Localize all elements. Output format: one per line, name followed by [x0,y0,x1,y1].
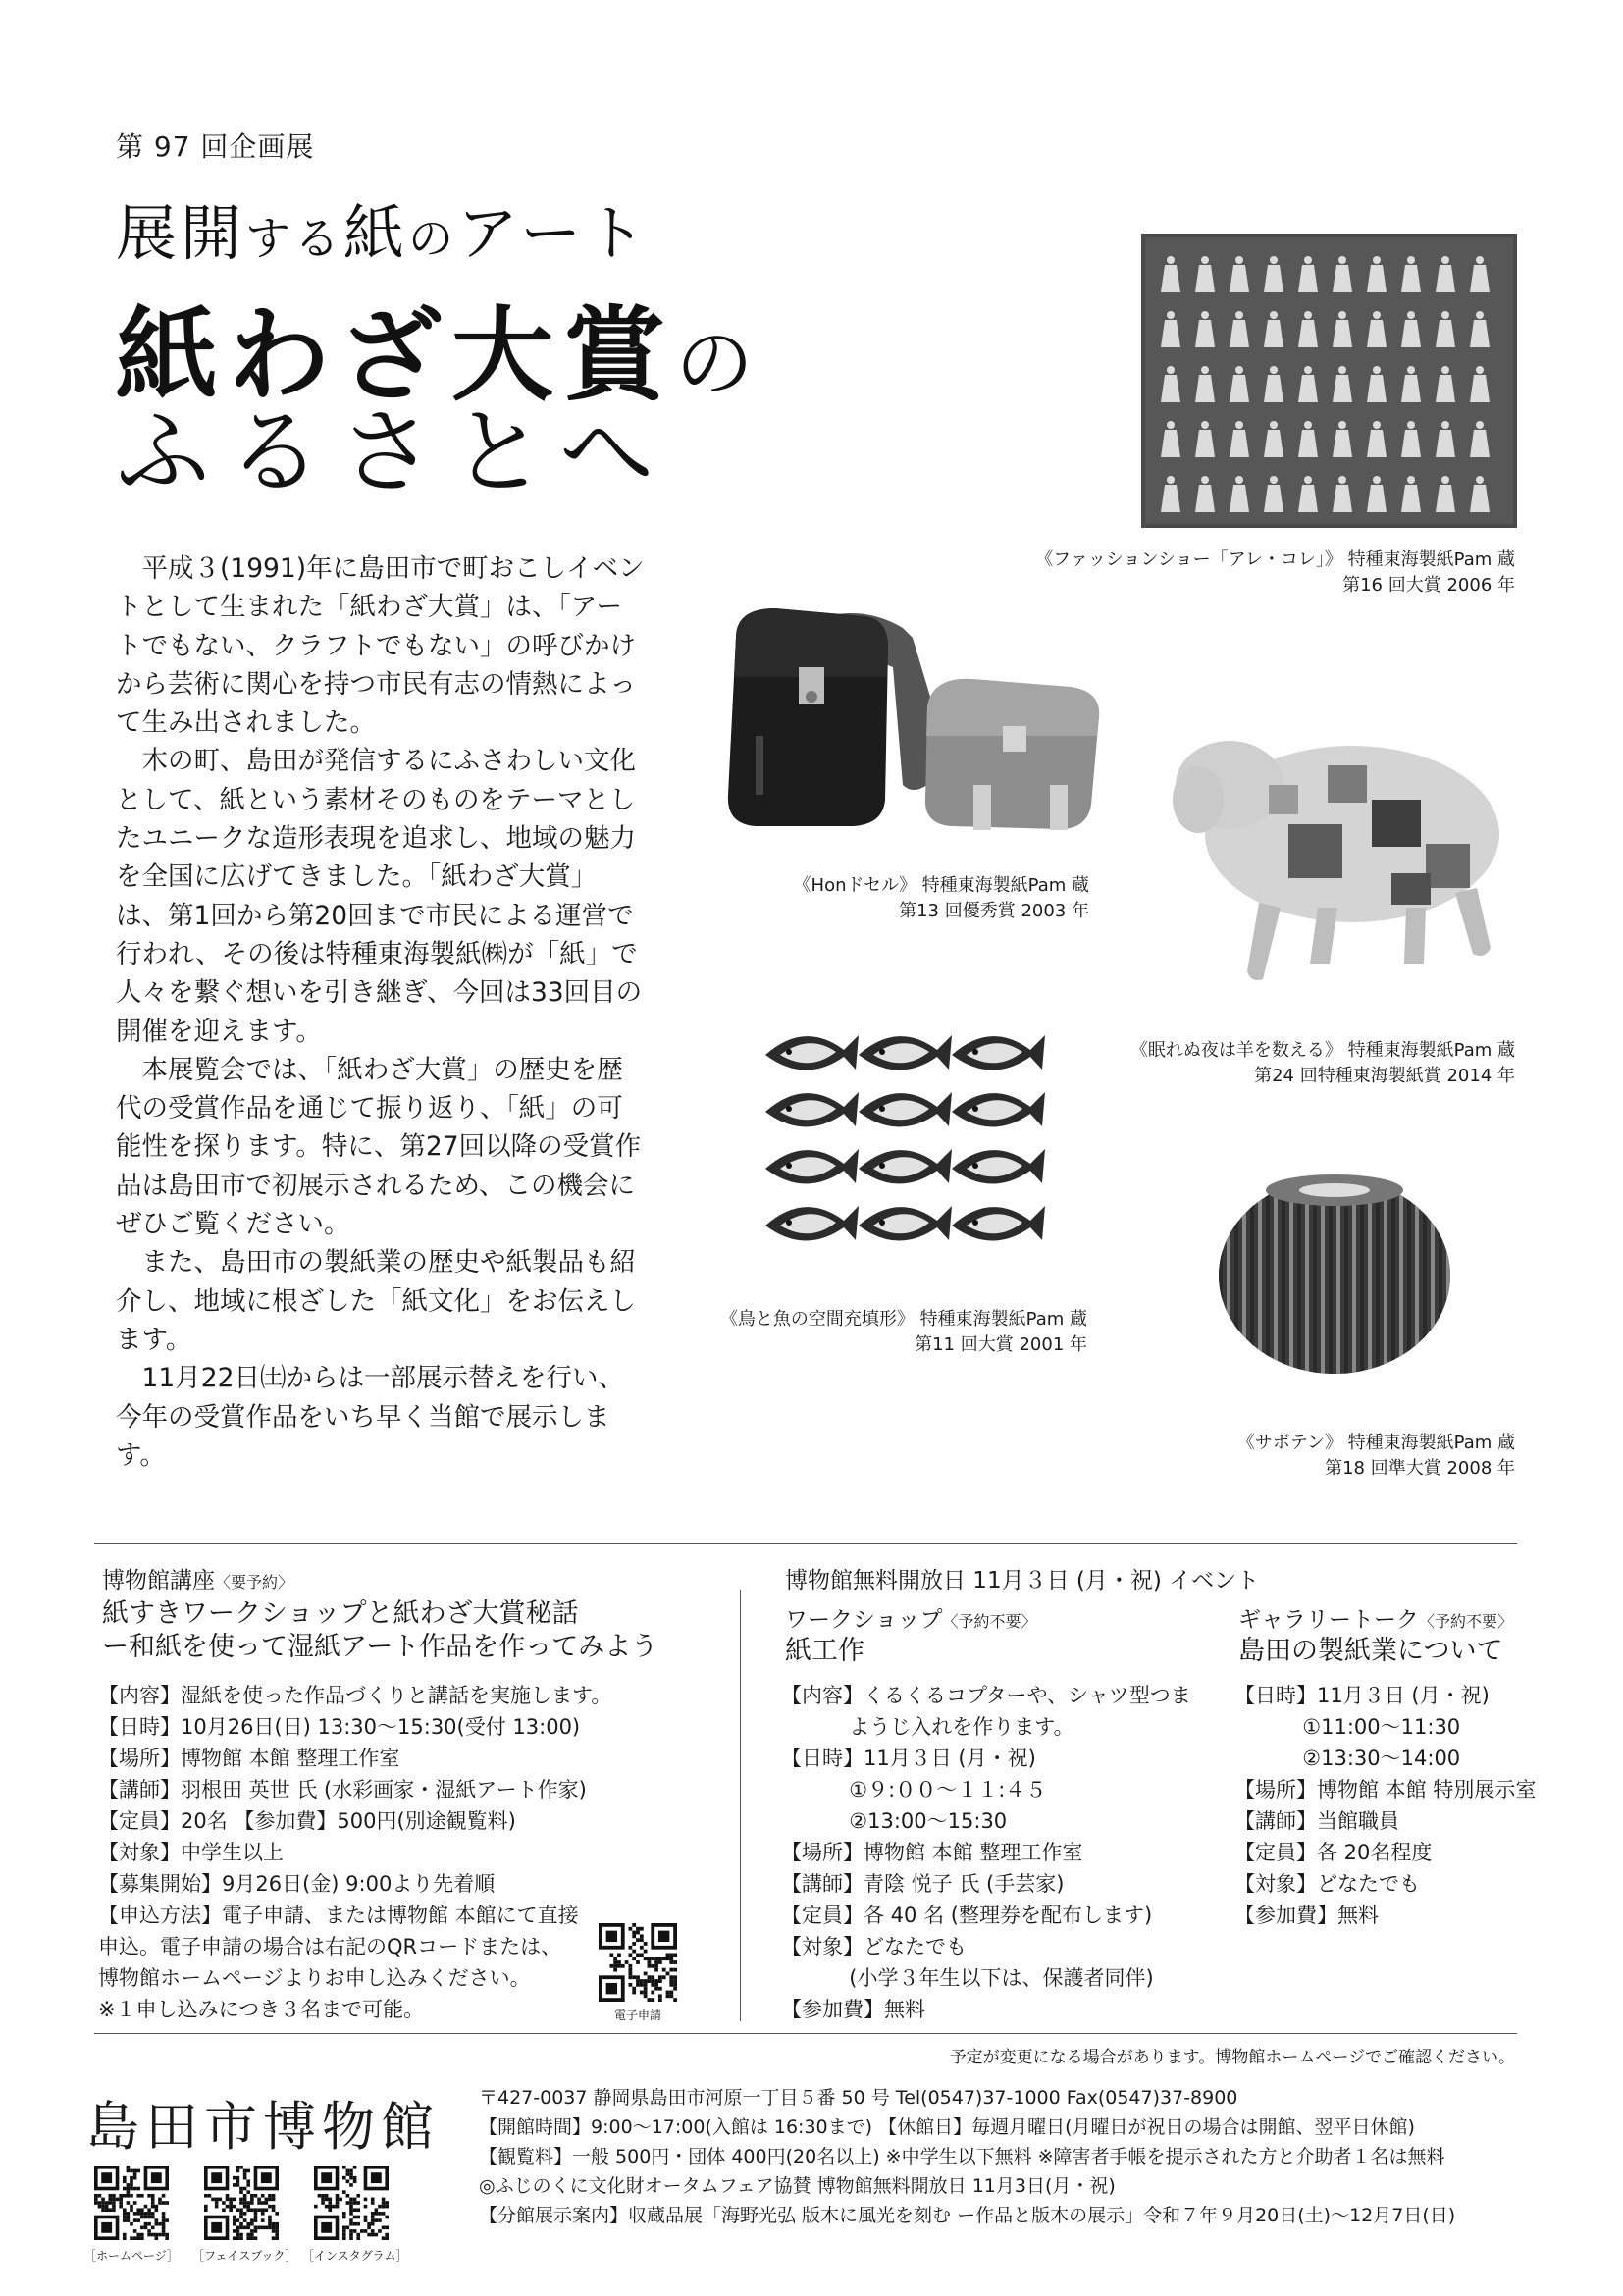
intro-paragraph-2: 木の町、島田が発信するにふさわしい文化として、紙という素材そのものをテーマとしたユニークな造形表現を追求し、地域の魅力を全国に広げてきました。「紙わざ大賞」は、第1回から第20回まで市民による運営で行われ、その後は特種東海製紙㈱が「紙」で人々を繋ぐ想いを引き継ぎ、今回は33回目の開催を迎えます。 [116,746,643,1047]
title-line-3: ふるさとへ [116,397,672,507]
museum-info [479,2083,1455,2230]
fish-tile [952,1206,1045,1241]
instagram-qr-code[interactable] [314,2166,389,2240]
lecture-row: ※１申し込みにつき３名まで可能。 [98,1998,425,2021]
footer-line: 【分館展示案内】収蔵品展「海野光弘 版木に風光を刻む ー作品と版木の展示」令和７年９月20日(土)～12月7日(日) [479,2205,1456,2226]
fish-tile [859,1092,952,1127]
intro-paragraph-4: また、島田市の製紙業の歴史や紙製品も紹介し、地域に根ざした「紙文化」をお伝えします。 [116,1247,636,1355]
title-word-kamiwaza: 紙わざ大賞 [116,295,676,415]
workshop-row: ①９:００～１１:４５ [849,1778,1047,1801]
museum-name: 島田市博物館 [86,2096,440,2158]
title-word-kami: 紙 [343,197,409,269]
homepage-qr-code[interactable] [94,2166,169,2240]
footer-line: ◎ふじのくに文化財オータムフェア協賛 博物館無料開放日 11月3日(月・祝) [479,2175,1116,2197]
e-application-qr-label: 電子申請 [613,2009,661,2022]
intro-text [116,549,646,1475]
workshop-row: ②13:00～15:30 [849,1809,1008,1833]
title-word-no-2: の [675,318,764,409]
exhibition-number: 第 97 回企画展 [116,130,315,163]
fish-tile [859,1035,952,1070]
gallery-row: 【日時】11月３日 (月・祝) [1234,1684,1490,1707]
lecture-title-2: ー和紙を使って湿紙アート作品を作ってみよう [102,1632,658,1662]
caption-line: 第13 回優秀賞 2003 年 [899,901,1089,921]
fish-tile [952,1149,1045,1184]
workshop-row: 【定員】各 40 名 (整理券を配布します) [781,1904,1153,1927]
workshop-row: 【日時】11月３日 (月・祝) [781,1747,1036,1770]
gallery-talk-title: 島田の製紙業について [1238,1636,1503,1666]
caption-line: 第18 回準大賞 2008 年 [1325,1458,1515,1479]
caption-sheep [1130,1038,1515,1089]
gallery-row: 【対象】どなたでも [1234,1872,1420,1896]
lecture-head: 博物館講座 [102,1568,215,1593]
caption-line: 《サボテン》 特種東海製紙Pam 蔵 [1236,1433,1515,1453]
lecture-row: 【定員】20名 【参加費】500円(別途観覧料) [98,1809,516,1833]
fish-tile [765,1092,859,1127]
workshop-heading [785,1601,1037,1634]
gallery-row: 【場所】博物館 本館 特別展示室 [1234,1778,1537,1801]
workshop-row: 【場所】博物館 本館 整理工作室 [781,1841,1083,1864]
column-divider [740,1590,741,2021]
intro-paragraph-3: 本展覧会では、「紙わざ大賞」の歴史を歴代の受賞作品を通じて振り返り、「紙」の可能性を探ります。特に、第27回以降の受賞作品は島田市で初展示されるため、この機会にぜひご覧ください。 [116,1054,642,1240]
fish-tile [859,1149,952,1184]
title-word-art: アート [457,197,651,269]
footer-line: 【開館時間】9:00～17:00(入館は 16:30まで) 【休館日】毎週月曜日(月曜日が祝日の場合は開館、翌平日休館) [479,2116,1415,2138]
caption-line: 《鳥と魚の空間充填形》 特種東海製紙Pam 蔵 [719,1309,1087,1330]
footer-line: 〒427-0037 静岡県島田市河原一丁目５番 50 号 Tel(0547)37-1000 Fax(0547)37-8900 [479,2087,1238,2109]
gallery-row: ②13:30～14:00 [1302,1747,1461,1770]
instagram-qr-label: ［インスタグラム］ [302,2249,408,2263]
workshop-row: 【内容】くるくるコプターや、シャツ型つま [781,1684,1191,1707]
workshop-head: ワークショップ [785,1607,943,1633]
gallery-row: 【講師】当館職員 [1234,1809,1399,1833]
fish-tile [952,1035,1045,1070]
workshop-row: (小学３年生以下は、保護者同伴) [849,1966,1154,1990]
gallery-row: 【定員】各 20名程度 [1234,1841,1433,1864]
section-divider [94,1543,1517,1544]
workshop-head-note: 〈予約不要〉 [942,1612,1037,1631]
intro-paragraph-1: 平成３(1991)年に島田市で町おこしイベントとして生まれた「紙わざ大賞」は、「アートでもない、クラフトでもない」の呼びかけから芸術に関心を持つ市民有志の情熱によって生み出されました。 [116,553,645,739]
fish-tile [765,1035,859,1070]
fish-tile [952,1092,1045,1127]
lecture-head-note: 〈要予約〉 [215,1573,294,1592]
lecture-details [98,1680,611,2025]
lecture-row: 【場所】博物館 本館 整理工作室 [98,1747,400,1770]
lecture-row: 博物館ホームページよりお申し込みください。 [98,1966,531,1990]
free-day-heading: 博物館無料開放日 11月３日 (月・祝) イベント [785,1568,1260,1593]
schedule-change-notice: 予定が変更になる場合があります。博物館ホームページでご確認ください。 [949,2048,1515,2067]
fish-tile [859,1206,952,1241]
footer-divider [94,2033,1517,2034]
lecture-row: 申込。電子申請の場合は右記のQRコードまたは、 [98,1935,562,1958]
caption-line: 《Honドセル》 特種東海製紙Pam 蔵 [793,875,1089,896]
caption-line: 第24 回特種東海製紙賞 2014 年 [1254,1066,1515,1086]
workshop-row: ようじ入れを作ります。 [849,1715,1074,1739]
gallery-talk-head-note: 〈予約不要〉 [1419,1612,1514,1631]
fish-tile [765,1149,859,1184]
e-application-qr-code[interactable] [599,1923,677,2002]
lecture-heading [102,1562,293,1594]
caption-line: 《ファッションショー「アレ・コレ」》 特種東海製紙Pam 蔵 [1035,549,1515,570]
gallery-row: ①11:00～11:30 [1302,1715,1461,1739]
facebook-qr-code[interactable] [204,2166,279,2240]
workshop-title: 紙工作 [785,1636,864,1666]
lecture-row: 【日時】10月26日(日) 13:30～15:30(受付 13:00) [98,1715,581,1739]
lecture-row: 【募集開始】9月26日(金) 9:00より先着順 [98,1872,496,1896]
caption-line: 《眠れぬ夜は羊を数える》 特種東海製紙Pam 蔵 [1129,1040,1515,1061]
gallery-talk-head: ギャラリートーク [1238,1607,1419,1633]
caption-hondosel [794,873,1089,924]
fashion-show-photo [1141,234,1517,528]
intro-paragraph-5: 11月22日㈯からは一部展示替えを行い、今年の受賞作品をいち早く当館で展示します。 [116,1363,624,1471]
footer-line: 【観覧料】一般 500円・団体 400円(20名以上) ※中学生以下無料 ※障害者手帳を提示された方と介助者１名は無料 [479,2146,1445,2167]
bird-fish-photo [756,1016,1070,1271]
lecture-row: 【講師】羽根田 英世 氏 (水彩画家・湿紙アート作家) [98,1778,587,1801]
lecture-row: 【申込方法】電子申請、または博物館 本館にて直接 [98,1904,579,1927]
caption-line: 第11 回大賞 2001 年 [915,1334,1087,1355]
title-word-tenkai: 展開 [116,197,246,269]
lecture-title [102,1597,657,1664]
fish-tile [765,1206,859,1241]
facebook-qr-label: ［フェイスブック］ [192,2249,297,2263]
cactus-photo [1217,1163,1452,1388]
caption-bird-fish [720,1307,1087,1358]
workshop-row: 【参加費】無料 [781,1998,925,2021]
title-line-1 [116,184,650,272]
workshop-row: 【講師】青陰 悦子 氏 (手芸家) [781,1872,1065,1896]
lecture-row: 【内容】湿紙を使った作品づくりと講話を実施します。 [98,1684,612,1707]
hondosel-photo [716,589,1109,844]
title-word-no: の [408,212,458,265]
gallery-row: 【参加費】無料 [1234,1904,1379,1927]
sheep-photo [1161,706,1514,991]
title-word-suru: する [245,212,344,265]
workshop-row: 【対象】どなたでも [781,1935,967,1958]
lecture-row: 【対象】中学生以上 [98,1841,284,1864]
caption-line: 第16 回大賞 2006 年 [1342,575,1515,596]
gallery-talk-details [1234,1680,1536,1931]
workshop-details [781,1680,1191,2025]
caption-cactus [1237,1431,1515,1482]
gallery-talk-heading [1238,1601,1513,1634]
homepage-qr-label: ［ホームページ］ [84,2249,179,2263]
lecture-title-1: 紙すきワークショップと紙わざ大賞秘話 [102,1598,579,1629]
